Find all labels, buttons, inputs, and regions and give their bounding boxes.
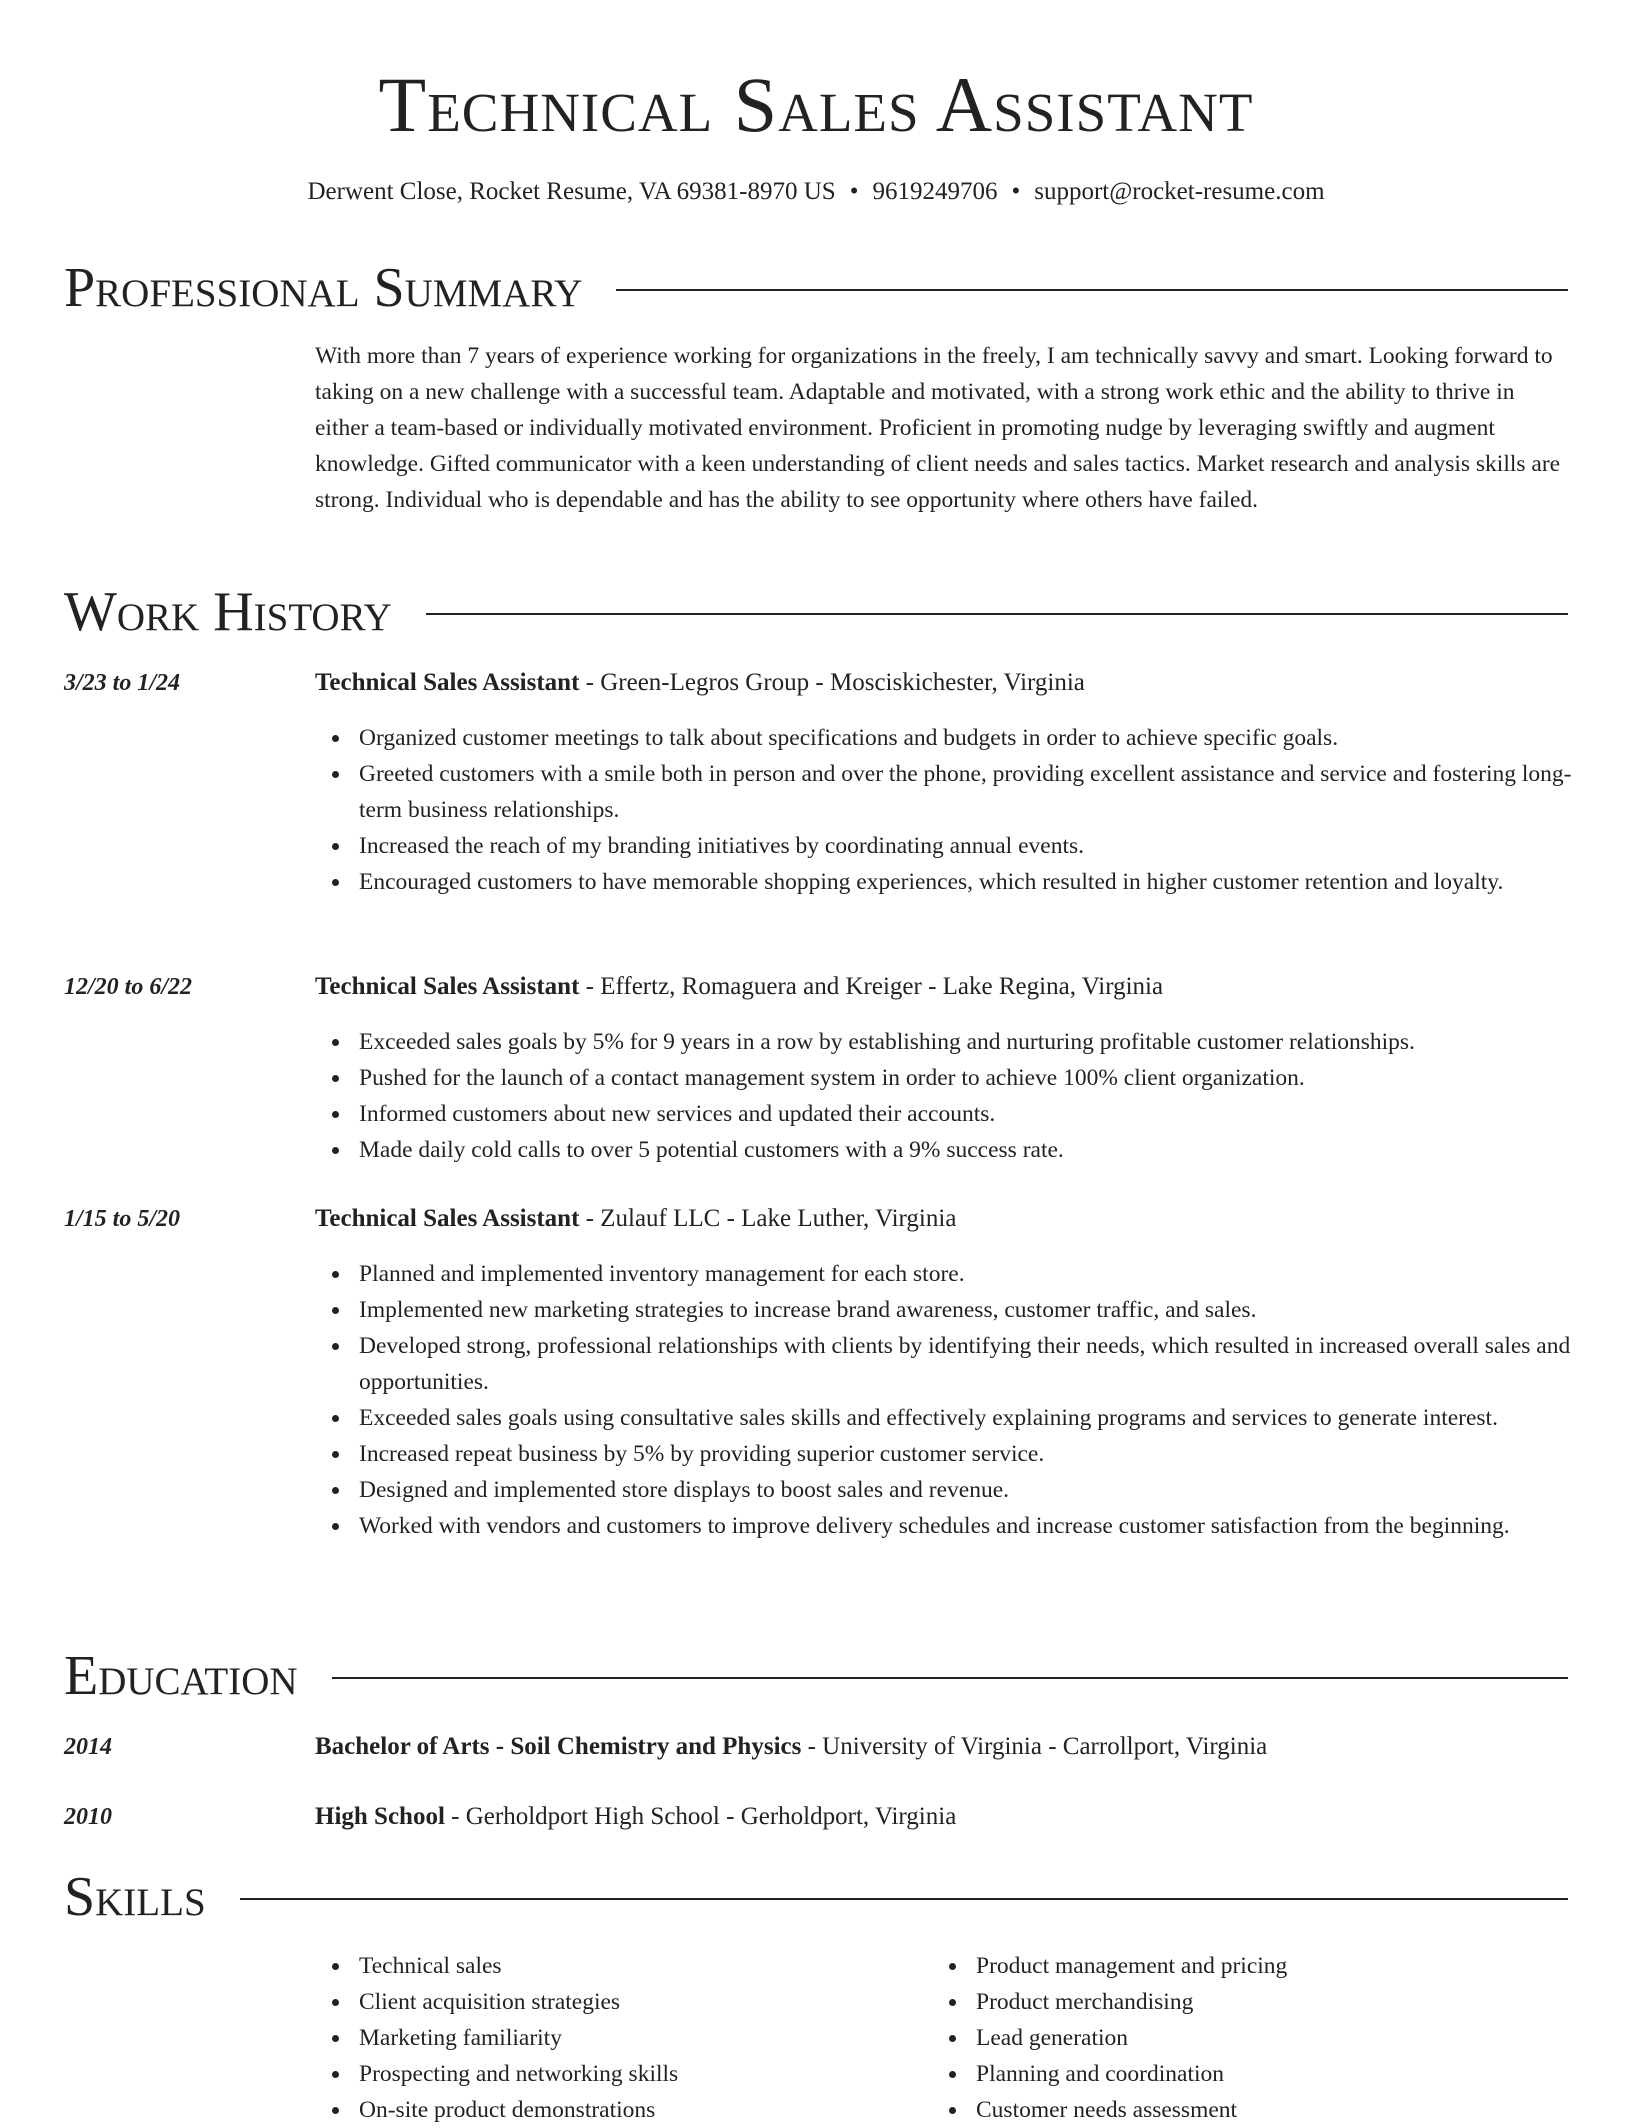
skill-item: Technical sales [359, 1948, 1609, 1984]
education-degree: Bachelor of Arts - Soil Chemistry and Physics [315, 1733, 802, 1760]
section-divider [240, 1898, 1568, 1900]
bullet-item: Implemented new marketing strategies to increase brand awareness, customer traffic, and sales. [359, 1292, 1609, 1328]
education-year: 2010 [64, 1804, 112, 1830]
education-entry [315, 1799, 956, 1835]
job-heading [315, 665, 1085, 701]
bullet-item: Developed strong, professional relationships with clients by identifying their needs, which resulted in increased overall sales and opportunities. [359, 1328, 1609, 1400]
bullet-item: Organized customer meetings to talk about specifications and budgets in order to achieve specific goals. [359, 720, 1609, 756]
resume-title: Technical Sales Assistant [378, 61, 1254, 148]
contact-separator: • [1011, 178, 1021, 205]
bullet-item: Exceeded sales goals by 5% for 9 years in a row by establishing and nurturing profitable customer relationships. [359, 1024, 1609, 1060]
summary-section-heading [64, 256, 1568, 320]
contact-line [0, 172, 1632, 212]
education-heading: Education [64, 1645, 298, 1707]
bullet-item: Informed customers about new services and updated their accounts. [359, 1096, 1609, 1132]
education-details: - Gerholdport High School - Gerholdport, Virginia [444, 1803, 957, 1830]
skills-list-right [932, 1948, 1632, 2128]
job-details: - Green-Legros Group - Mosciskichester, Virginia [579, 669, 1085, 696]
job-details: - Zulauf LLC - Lake Luther, Virginia [579, 1205, 957, 1232]
skill-item: Lead generation [976, 2020, 1632, 2056]
education-entry [315, 1729, 1267, 1765]
bullet-item: Designed and implemented store displays to boost sales and revenue. [359, 1472, 1609, 1508]
summary-text: With more than 7 years of experience working for organizations in the freely, I am technically savvy and smart. Looking forward to taking on a new challenge with a successful team. Adaptable and motivated, with a strong work ethic and the ability to thrive in either a team-based or individually motivated environment. Proficient in promoting nudge by leveraging swiftly and augment knowledge. Gifted communicator with a keen understanding of client needs and sales tactics. Market research and analysis skills are strong. Individual who is dependable and has the ability to see opportunity where others have failed. [315, 343, 1561, 513]
contact-separator: • [849, 178, 859, 205]
contact-address: Derwent Close, Rocket Resume, VA 69381-8970 US [307, 178, 836, 205]
job-bullets [315, 1024, 1609, 1168]
job-bullets [315, 1256, 1609, 1544]
bullet-item: Increased the reach of my branding initiatives by coordinating annual events. [359, 828, 1609, 864]
job-title: Technical Sales Assistant [315, 669, 580, 696]
education-degree: High School [315, 1803, 445, 1830]
contact-email[interactable]: support@rocket-resume.com [1034, 178, 1325, 205]
section-divider [616, 289, 1568, 291]
skill-item: Planning and coordination [976, 2056, 1632, 2092]
bullet-item: Planned and implemented inventory management for each store. [359, 1256, 1609, 1292]
bullet-item: Pushed for the launch of a contact management system in order to achieve 100% client organization. [359, 1060, 1609, 1096]
skill-item: On-site product demonstrations [359, 2092, 1609, 2128]
bullet-item: Worked with vendors and customers to improve delivery schedules and increase customer satisfaction from the beginning. [359, 1508, 1609, 1544]
work-section-heading [64, 580, 1568, 644]
summary-heading: Professional Summary [64, 257, 583, 319]
job-title: Technical Sales Assistant [315, 973, 580, 1000]
education-details: - University of Virginia - Carrollport, Virginia [801, 1733, 1268, 1760]
bullet-item: Greeted customers with a smile both in person and over the phone, providing excellent assistance and service and fostering long-term business relationships. [359, 756, 1609, 828]
education-section-heading [64, 1644, 1568, 1708]
job-dates: 3/23 to 1/24 [64, 670, 181, 696]
bullet-item: Made daily cold calls to over 5 potential customers with a 9% success rate. [359, 1132, 1609, 1168]
job-title: Technical Sales Assistant [315, 1205, 580, 1232]
job-bullets [315, 720, 1609, 900]
job-dates: 12/20 to 6/22 [64, 974, 193, 1000]
skill-item: Prospecting and networking skills [359, 2056, 1609, 2092]
skills-heading: Skills [64, 1866, 206, 1928]
contact-phone: 9619249706 [872, 178, 998, 205]
skill-item: Customer needs assessment [976, 2092, 1632, 2128]
education-year: 2014 [64, 1734, 112, 1760]
bullet-item: Encouraged customers to have memorable shopping experiences, which resulted in higher customer retention and loyalty. [359, 864, 1609, 900]
skill-item: Marketing familiarity [359, 2020, 1609, 2056]
section-divider [332, 1677, 1568, 1679]
work-heading: Work History [64, 581, 392, 643]
job-heading [315, 1201, 956, 1237]
skill-item: Product management and pricing [976, 1948, 1632, 1984]
skills-section-heading [64, 1865, 1568, 1929]
bullet-item: Increased repeat business by 5% by providing superior customer service. [359, 1436, 1609, 1472]
job-heading [315, 969, 1163, 1005]
job-details: - Effertz, Romaguera and Kreiger - Lake Regina, Virginia [579, 973, 1164, 1000]
skill-item: Client acquisition strategies [359, 1984, 1609, 2020]
skill-item: Product merchandising [976, 1984, 1632, 2020]
job-dates: 1/15 to 5/20 [64, 1206, 181, 1232]
section-divider [426, 613, 1568, 615]
bullet-item: Exceeded sales goals using consultative sales skills and effectively explaining programs and services to generate interest. [359, 1400, 1609, 1436]
